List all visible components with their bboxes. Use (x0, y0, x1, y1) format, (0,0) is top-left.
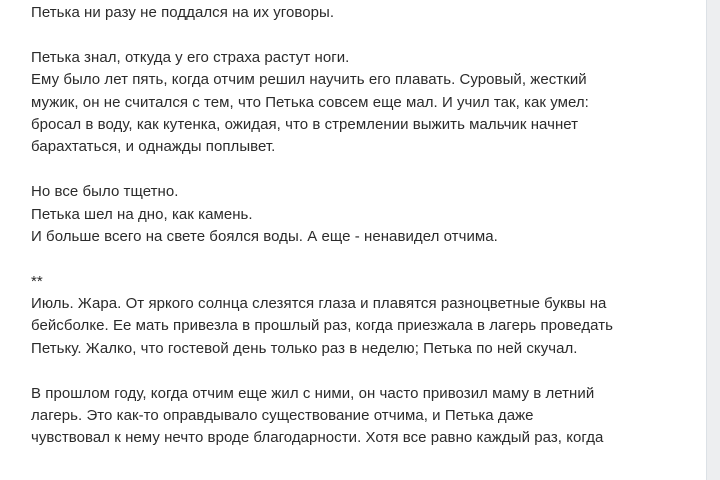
section-separator: ** (31, 272, 43, 290)
text-line: барахтаться, и однажды поплывет. (31, 138, 276, 156)
text-line: Петька шел на дно, как камень. (31, 205, 253, 223)
paragraph-gap (31, 24, 701, 46)
page-background-strip (707, 0, 720, 480)
text-line: бейсболке. Ее мать привезла в прошлый раз, когда приезжала в лагерь проведать (31, 317, 613, 335)
text-line: Но все было тщетно. (31, 183, 179, 201)
text-line: Петька ни разу не поддался на их уговоры. (31, 4, 335, 21)
text-line: Петьку. Жалко, что гостевой день только раз в неделю; Петька по ней скучал. (31, 339, 578, 357)
paragraph-gap (31, 159, 701, 181)
text-line: Июль. Жара. От яркого солнца слезятся глаза и плавятся разноцветные буквы на (31, 295, 607, 313)
text-line: лагерь. Это как-то оправдывало существование отчима, и Петька даже (31, 407, 534, 425)
text-line: Ему было лет пять, когда отчим решил научить его плавать. Суровый, жесткий (31, 71, 587, 89)
text-line: чувствовал к нему нечто вроде благодарности. Хотя все равно каждый раз, когда (31, 429, 604, 447)
text-line: В прошлом году, когда отчим еще жил с ними, он часто привозил маму в летний (31, 384, 595, 402)
paragraph-gap (31, 248, 701, 270)
post-text (31, 2, 701, 450)
text-line: мужик, он не считался с тем, что Петька совсем еще мал. И учил так, как умел: (31, 93, 589, 111)
text-line: И больше всего на свете боялся воды. А еще - ненавидел отчима. (31, 227, 498, 245)
text-line: бросал в воду, как кутенка, ожидая, что в стремлении выжить мальчик начнет (31, 115, 579, 133)
paragraph-gap (31, 360, 701, 382)
text-line: Петька знал, откуда у его страха растут ноги. (31, 48, 350, 66)
